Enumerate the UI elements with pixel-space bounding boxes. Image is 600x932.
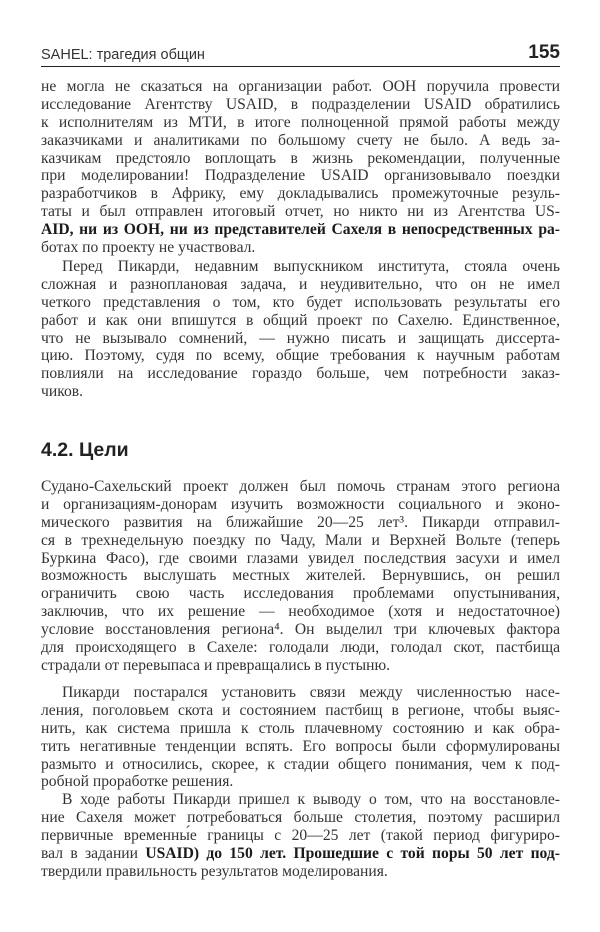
line-text: разработчиков в Африку, ему докладывались промежуточные резуль-	[41, 185, 560, 203]
line-text: Буркина Фасо), где своими глазами увидел последствия засухи и имел	[41, 549, 560, 567]
text-line	[41, 657, 560, 675]
line-text: таты и был отправлен итоговый отчет, но никто ни из Агентства US-	[41, 203, 560, 221]
paragraph-picardi-task	[41, 258, 560, 401]
line-text: возможность выслушать местных жителей. Вернувшись, он решил	[41, 567, 560, 585]
section-heading: 4.2. Цели	[41, 439, 129, 461]
line-text: ся в трехнедельную поездку по Чаду, Мали и Верхней Вольте (теперь	[41, 531, 560, 549]
line-text: Пикарди постарался установить связи между численностью насе-	[62, 684, 560, 701]
line-text: и организациям-донорам изучить возможности социального и эконо-	[41, 495, 560, 513]
text-line	[41, 550, 560, 568]
line-text: для происходящего в Сахеле: голодали люди, голодал скот, пастбища	[41, 639, 560, 657]
text-line	[41, 791, 560, 809]
line-text: работ и как они впишутся в общий проект по Сахелю. Единственное,	[41, 311, 560, 329]
running-title: SAHEL: трагедия общин	[41, 47, 205, 63]
text-line	[41, 78, 560, 96]
text-line	[41, 203, 560, 221]
text-line	[41, 684, 560, 702]
text-line	[41, 496, 560, 514]
line-text: что не вызывало сомнений, — нужно писать и защищать диссерта-	[41, 329, 560, 347]
line-text: условие восстановления региона⁴. Он выделил три ключевых фактора	[41, 621, 560, 639]
line-text: вал в задании	[41, 844, 146, 862]
text-line	[41, 863, 560, 881]
page-number: 155	[528, 42, 560, 63]
line-bold-text: AID, ни из ООН, ни из представителей Сахеля в непосредственных ра-	[41, 221, 560, 239]
line-text: первичные временны́е границы с 20—25 лет (такой период фигуриро-	[41, 826, 560, 844]
line-text: заключив, что их решение — необходимое (хотя и недостаточное)	[41, 603, 560, 621]
line-text: мического развития на ближайшие 20—25 лет³. Пикарди отправил-	[41, 513, 560, 531]
line-text: чиков.	[41, 383, 84, 401]
text-line	[41, 514, 560, 532]
text-line	[41, 702, 560, 720]
text-line	[41, 114, 560, 132]
line-text: не могла не сказаться на организации работ. ООН поручила провести	[41, 78, 560, 95]
paragraph-conclusion	[41, 791, 560, 880]
text-line	[41, 312, 560, 330]
line-text: повлияли на исследование гораздо больше, чем потребности заказ-	[41, 365, 560, 383]
line-text: цию. Поэтому, судя по всему, общие требования к научным работам	[41, 347, 560, 365]
line-text: исследование Агентству USAID, в подразделении USAID обратились	[41, 95, 560, 113]
text-line	[41, 845, 560, 863]
text-line	[41, 185, 560, 203]
paragraph-continued	[41, 78, 560, 257]
line-text: ления, поголовьем скота и состоянием пастбищ в регионе, чтобы выяс-	[41, 701, 560, 719]
text-line	[41, 756, 560, 774]
paragraph-project-goals	[41, 478, 560, 675]
text-line	[41, 738, 560, 756]
line-text: робной проработке решения.	[41, 773, 234, 791]
line-text: ботах по проекту не участвовал.	[41, 239, 256, 257]
line-text: В ходе работы Пикарди пришел к выводу о том, что на восстановле-	[62, 791, 560, 808]
line-text: к исполнителям из МТИ, в итоге полноценной прямой работы между	[41, 113, 560, 131]
paragraph-picardi-links	[41, 684, 560, 791]
text-line	[41, 239, 560, 257]
line-text: твердили правильность результатов моделирования.	[41, 862, 388, 880]
line-text: при моделировании! Подразделение USAID организовывало поездки	[41, 167, 560, 185]
text-line	[41, 132, 560, 150]
text-line	[41, 773, 560, 791]
text-line	[41, 365, 560, 383]
line-text: тить негативные тенденции вспять. Его вопросы были сформулированы	[41, 737, 560, 755]
line-text: нить, как система пришла к столь плачевному состоянию и как обра-	[41, 719, 560, 737]
text-line	[41, 639, 560, 657]
text-line	[41, 294, 560, 312]
line-text: казчикам предстояло воплощать в жизнь рекомендации, полученные	[41, 149, 560, 167]
running-header	[41, 44, 560, 67]
text-line	[41, 827, 560, 845]
line-bold-text: USAID) до 150 лет. Прошедшие с той поры 50 лет под-	[145, 844, 560, 862]
text-line	[41, 532, 560, 550]
line-text: Перед Пикарди, недавним выпускником института, стояла очень	[62, 258, 560, 275]
text-line	[41, 809, 560, 827]
line-text: размыто и относились, скорее, к стадии общего понимания, чем к под-	[41, 755, 560, 773]
text-line	[41, 585, 560, 603]
text-line	[41, 167, 560, 185]
text-line	[41, 347, 560, 365]
line-text: Судано-Сахельский проект должен был помочь странам этого региона	[41, 478, 560, 495]
text-line	[41, 567, 560, 585]
text-line	[41, 276, 560, 294]
text-line	[41, 96, 560, 114]
text-line	[41, 720, 560, 738]
line-text: сложная и разноплановая задача, и неудивительно, что он не имел	[41, 275, 560, 293]
text-line	[41, 221, 560, 239]
line-text: ограничить свою часть исследования проблемами опустынивания,	[41, 585, 560, 603]
text-line	[41, 478, 560, 496]
line-text: четкого представления о том, кто будет использовать результаты его	[41, 293, 560, 311]
line-text: ние Сахеля может потребоваться больше столетия, поэтому расширил	[41, 808, 560, 826]
text-line	[41, 383, 560, 401]
line-text: страдали от перевыпаса и превращались в пустыню.	[41, 656, 391, 674]
text-line	[41, 603, 560, 621]
text-line	[41, 621, 560, 639]
text-line	[41, 150, 560, 168]
text-line	[41, 330, 560, 348]
text-line	[41, 258, 560, 276]
line-text: заказчиками и аналитиками по большому счету не было. А ведь за-	[41, 131, 560, 149]
